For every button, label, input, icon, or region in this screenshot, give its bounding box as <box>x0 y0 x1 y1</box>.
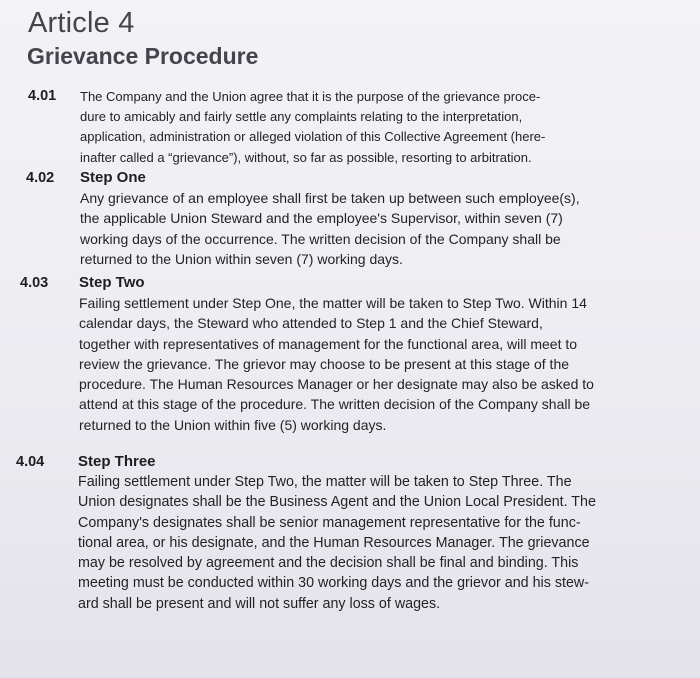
section-line: The Company and the Union agree that it is the purpose of the grievance proce- <box>80 89 541 104</box>
section-line: the applicable Union Steward and the employee's Supervisor, within seven (7) <box>80 210 563 227</box>
section-line: calendar days, the Steward who attended to Step 1 and the Chief Steward, <box>79 315 543 332</box>
section-heading: Step Two <box>79 274 145 291</box>
section-line: meeting must be conducted within 30 working days and the grievor and his stew- <box>78 575 589 592</box>
section-body <box>80 168 680 269</box>
section-line: application, administration or alleged violation of this Collective Agreement (here- <box>80 129 546 145</box>
section-line: Failing settlement under Step Two, the matter will be taken to Step Three. The <box>78 474 572 490</box>
section-line: Company's designates shall be senior management representative for the func- <box>78 514 581 531</box>
section-line: may be resolved by agreement and the decision shall be final and binding. This <box>78 555 579 572</box>
article-title: Article 4 <box>28 7 135 39</box>
section-line: returned to the Union within five (5) working days. <box>79 416 387 433</box>
section-body <box>79 273 679 435</box>
section-number: 4.01 <box>28 88 57 104</box>
section-heading: Step Three <box>78 453 156 470</box>
section-line: inafter called a “grievance”), without, so far as possible, resorting to arbitration. <box>80 149 532 165</box>
section-line: Union designates shall be the Business Agent and the Union Local President. The <box>78 494 596 511</box>
section-line: Any grievance of an employee shall first be taken up between such employee(s), <box>80 190 580 206</box>
section-line: tional area, or his designate, and the Human Resources Manager. The grievance <box>78 534 590 551</box>
section-line: Failing settlement under Step One, the matter will be taken to Step Two. Within 14 <box>79 295 587 311</box>
section-line: ard shall be present and will not suffer any loss of wages. <box>78 595 441 612</box>
section-line: review the grievance. The grievor may choose to be present at this stage of the <box>79 355 570 372</box>
section-line: attend at this stage of the procedure. The written decision of the Company shall be <box>79 396 591 413</box>
section-number: 4.04 <box>16 454 45 470</box>
section-heading: Step One <box>80 169 146 186</box>
section-line: dure to amicably and fairly settle any complaints relating to the interpretation, <box>80 109 523 125</box>
section-body <box>78 452 678 614</box>
section-line: working days of the occurrence. The written decision of the Company shall be <box>80 230 561 247</box>
section-number: 4.03 <box>20 275 49 291</box>
section-line: procedure. The Human Resources Manager or her designate may also be asked to <box>79 376 594 393</box>
section-line: returned to the Union within seven (7) working days. <box>80 250 403 267</box>
section-number: 4.02 <box>26 170 55 186</box>
article-subtitle: Grievance Procedure <box>27 43 259 69</box>
section-line: together with representatives of management for the functional area, will meet to <box>79 335 578 352</box>
section-body <box>80 87 680 168</box>
